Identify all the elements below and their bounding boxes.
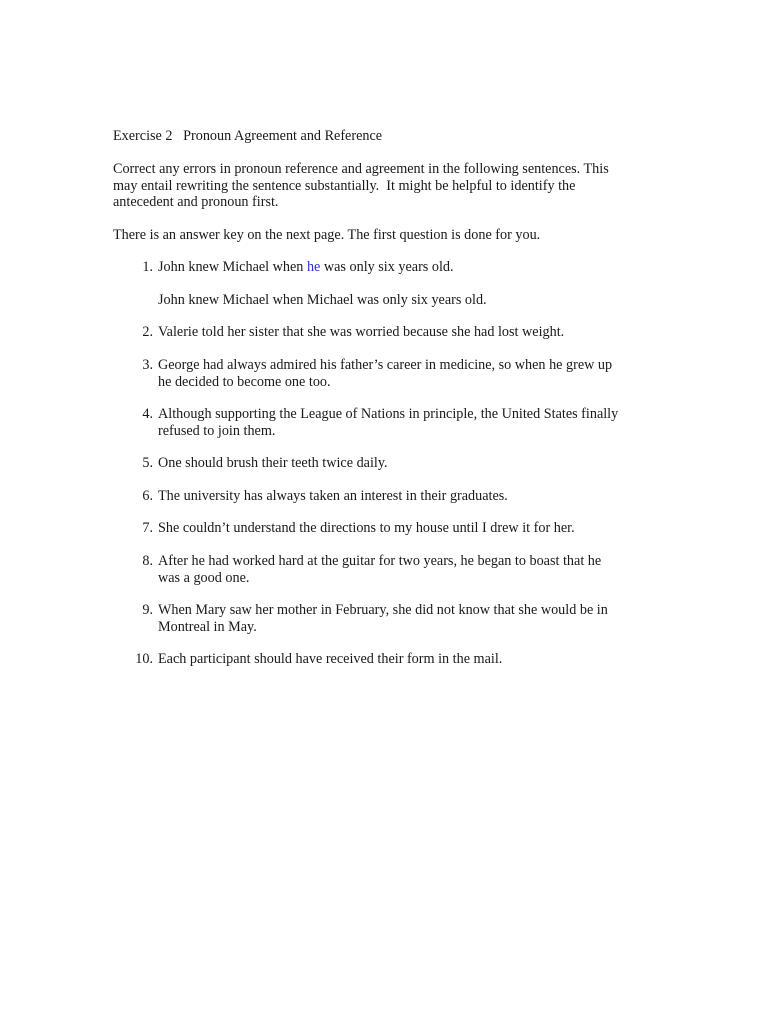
example-answer-text: John knew Michael when Michael was only six years old. [158, 292, 487, 308]
exercise-title: Exercise 2 Pronoun Agreement and Reference [113, 128, 383, 144]
item-line: Montreal in May. [158, 618, 257, 635]
item-number: 1. [142, 259, 153, 275]
instructions-paragraph [113, 161, 653, 211]
item-number: 2. [142, 324, 153, 340]
item-sentence [158, 651, 678, 668]
item-number: 5. [142, 455, 153, 471]
item-line: She couldn’t understand the directions to my house until I drew it for her. [158, 520, 575, 536]
item-sentence [158, 602, 678, 635]
highlighted-pronoun: he [306, 259, 321, 275]
item-number: 3. [142, 357, 153, 373]
item-sentence [158, 553, 678, 586]
item-line: One should brush their teeth twice daily. [158, 455, 388, 471]
instructions-line: may entail rewriting the sentence substantially. It might be helpful to identify the [113, 177, 576, 194]
item-line: Valerie told her sister that she was worried because she had lost weight. [158, 324, 565, 340]
example-answer-sentence [158, 292, 678, 309]
item-line: he decided to become one too. [158, 373, 331, 390]
item-number: 9. [142, 602, 153, 618]
item-number: 8. [142, 553, 153, 569]
item-sentence [158, 324, 678, 341]
item-line: Although supporting the League of Nations in principle, the United States finally [158, 406, 619, 422]
item-sentence [158, 406, 678, 439]
example-sentence-after: was only six years old. [320, 259, 454, 275]
item-sentence [158, 520, 678, 537]
instructions-line: antecedent and pronoun first. [113, 194, 279, 211]
item-sentence [158, 488, 678, 505]
item-sentence [158, 259, 678, 276]
item-line: George had always admired his father’s career in medicine, so when he grew up [158, 357, 613, 373]
answer-key-note [113, 227, 653, 244]
item-line: After he had worked hard at the guitar for two years, he began to boast that he [158, 553, 602, 569]
item-line: Each participant should have received their form in the mail. [158, 651, 503, 667]
example-sentence [158, 259, 678, 276]
item-sentence [158, 455, 678, 472]
instructions-line: Correct any errors in pronoun reference and agreement in the following sentences. This [113, 161, 609, 177]
item-line: The university has always taken an interest in their graduates. [158, 488, 508, 504]
item-line: was a good one. [158, 569, 250, 586]
item-sentence [158, 357, 678, 390]
item-number: 7. [142, 520, 153, 536]
item-line: When Mary saw her mother in February, she did not know that she would be in [158, 602, 608, 618]
item-number: 4. [142, 406, 153, 422]
item-number: 10. [135, 651, 153, 667]
item-line: refused to join them. [158, 422, 276, 439]
answer-key-note-text: There is an answer key on the next page. The first question is done for you. [113, 227, 541, 243]
item-number: 6. [142, 488, 153, 504]
example-sentence-before: John knew Michael when [158, 259, 307, 275]
